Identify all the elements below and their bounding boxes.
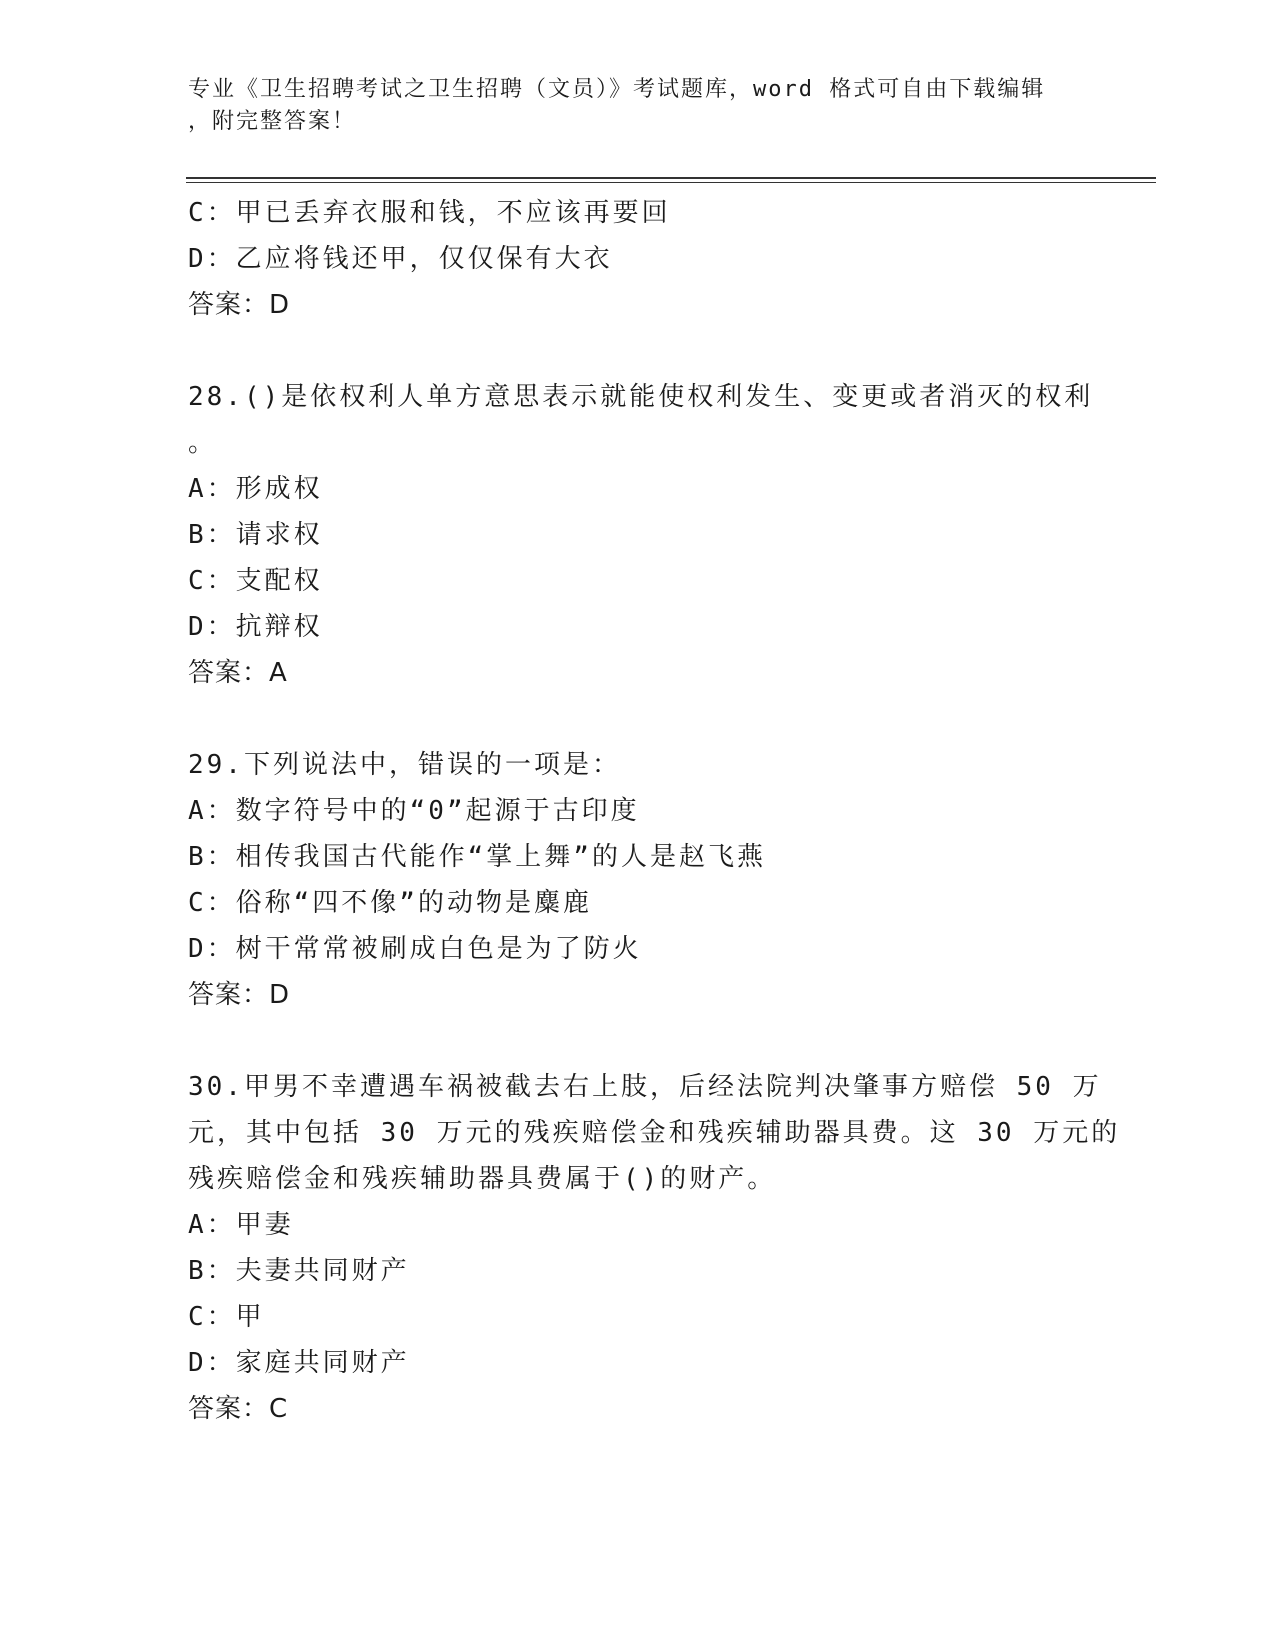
header-line-1: 专业《卫生招聘考试之卫生招聘（文员）》考试题库，word 格式可自由下载编辑 (188, 77, 1046, 102)
q30-answer: 答案：C (188, 1394, 289, 1424)
q30-option-b: B：夫妻共同财产 (188, 1256, 410, 1286)
document-header (188, 74, 1088, 138)
q27-option-d: D：乙应将钱还甲，仅仅保有大衣 (188, 244, 613, 274)
q29-option-a: A：数字符号中的“0”起源于古印度 (188, 796, 640, 826)
q30-stem-line-2: 元，其中包括 30 万元的残疾赔偿金和残疾辅助器具费。这 30 万元的 (188, 1118, 1121, 1148)
q28-answer: 答案：A (188, 658, 288, 688)
q29-stem: 29.下列说法中，错误的一项是： (188, 750, 621, 780)
q28-option-b: B：请求权 (188, 520, 323, 550)
q30-option-d: D：家庭共同财产 (188, 1348, 410, 1378)
question-list (188, 190, 1121, 1432)
question-27 (188, 190, 1088, 328)
q27-answer: 答案：D (188, 290, 291, 320)
q30-option-a: A：甲妻 (188, 1210, 294, 1240)
q28-option-c: C：支配权 (188, 566, 323, 596)
q28-stem-line-2: 。 (188, 428, 218, 458)
q29-option-c: C：俗称“四不像”的动物是麋鹿 (188, 888, 592, 918)
spacer (188, 696, 1088, 742)
q28-option-d: D：抗辩权 (188, 612, 323, 642)
q28-option-a: A：形成权 (188, 474, 323, 504)
q29-option-b: B：相传我国古代能作“掌上舞”的人是赵飞燕 (188, 842, 766, 872)
q29-answer: 答案：D (188, 980, 291, 1010)
question-30 (188, 1064, 1121, 1432)
q30-stem-line-3: 残疾赔偿金和残疾辅助器具费属于()的财产。 (188, 1164, 777, 1194)
q30-stem-line-1: 30.甲男不幸遭遇车祸被截去右上肢，后经法院判决肇事方赔偿 50 万 (188, 1072, 1102, 1102)
q28-stem-line-1: 28.()是依权利人单方意思表示就能使权利发生、变更或者消灭的权利 (188, 382, 1094, 412)
question-28 (188, 374, 1094, 696)
q30-option-c: C：甲 (188, 1302, 265, 1332)
header-divider-thin (186, 182, 1156, 183)
spacer (188, 1018, 1088, 1064)
q29-option-d: D：树干常常被刷成白色是为了防火 (188, 934, 642, 964)
spacer (188, 328, 1088, 374)
question-29 (188, 742, 1088, 1018)
header-divider-thick (186, 177, 1156, 179)
header-line-2: ，附完整答案！ (188, 109, 357, 134)
q27-option-c: C：甲已丢弃衣服和钱，不应该再要回 (188, 198, 671, 228)
